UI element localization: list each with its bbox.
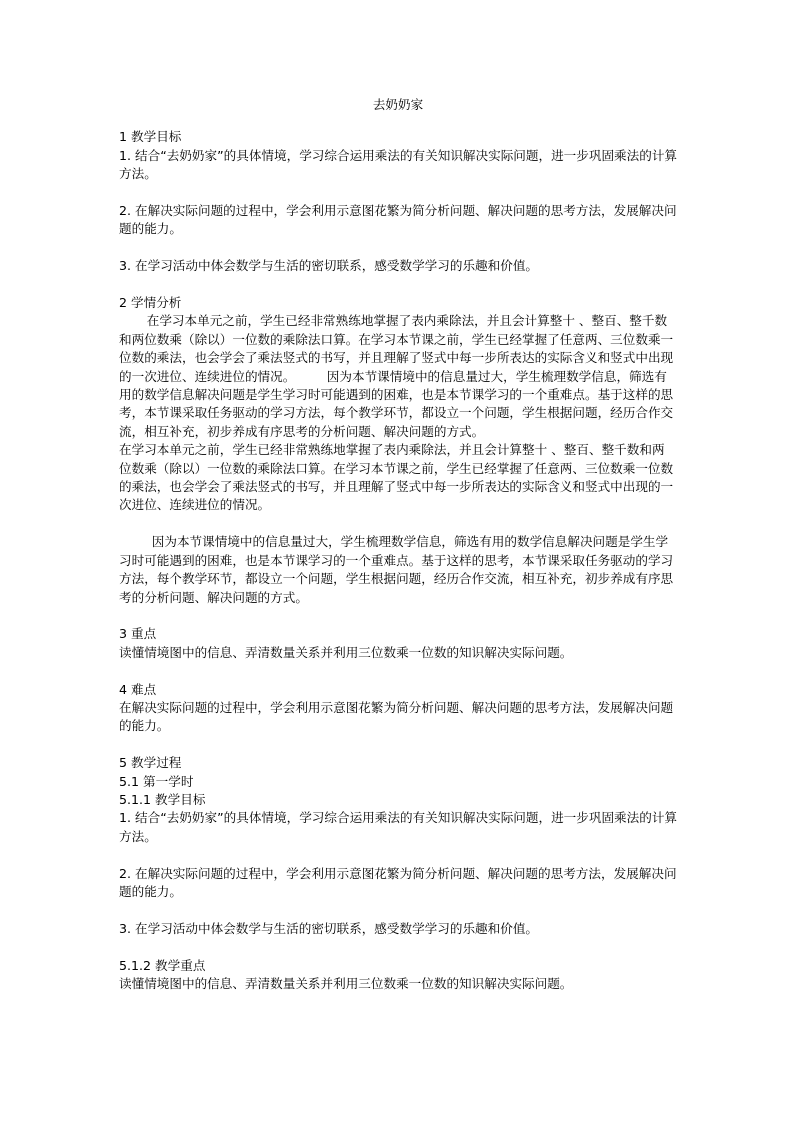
spacer — [119, 515, 677, 533]
spacer — [119, 846, 677, 864]
section-heading-objectives: 1 教学目标 — [119, 129, 182, 145]
key-points-text: 读懂情境图中的信息、弄清数量关系并利用三位数乘一位数的知识解决实际问题。 — [119, 644, 573, 660]
lesson-objective-3: 3. 在学习活动中体会数学与生活的密切联系，感受数学学习的乐趣和价值。 — [119, 920, 539, 936]
spacer — [119, 662, 677, 680]
section-heading-difficulties: 4 难点 — [119, 681, 157, 697]
spacer — [119, 938, 677, 956]
lesson-objective-1: 1. 结合“去奶奶家”的具体情境，学习综合运用乘法的有关知识解决实际问题，进一步巩固乘法的计算方法。 — [119, 810, 678, 844]
section-heading-key-points: 3 重点 — [119, 626, 157, 642]
objective-2: 2. 在解决实际问题的过程中，学会利用示意图花繁为简分析问题、解决问题的思考方法，发展解决问题的能力。 — [119, 203, 677, 237]
analysis-paragraph-2: 在学习本单元之前，学生已经非常熟练地掌握了表内乘除法，并且会计算整十 、整百、整千数和两位数乘（除以）一位数的乘除法口算。在学习本节课之前，学生已经掌握了任意两、三位数乘一位数的乘法，也会学会了乘法竖式的书写，并且理解了竖式中每一步所表达的实际含义和竖式中出现的一次进位、连续进位的情况。 — [119, 442, 674, 513]
objective-3: 3. 在学习活动中体会数学与生活的密切联系，感受数学学习的乐趣和价值。 — [119, 258, 539, 274]
document-title: 去奶奶家 — [372, 97, 424, 112]
spacer — [119, 901, 677, 919]
difficulties-text: 在解决实际问题的过程中，学会利用示意图花繁为简分析问题、解决问题的思考方法，发展解决问题的能力。 — [119, 699, 674, 734]
analysis-paragraph-1: 在学习本单元之前，学生已经非常熟练地掌握了表内乘除法，并且会计算整十 、整百、整千数和两位数乘（除以）一位数的乘除法口算。在学习本节课之前，学生已经掌握了任意两、三位数乘一位数的乘法，也会学会了乘法竖式的书写，并且理解了竖式中每一步所表达的实际含义和竖式中出现的一次进位、连续进位的情况。 因为本节课情境中的信息量过大，学生梳理数学信息，筛选有用的数学信息解决问题是学生学习时可能遇到的困难，也是本节课学习的一个重难点。基于这样的思考，本节课采取任务驱动的学习方法，每个教学环节，都设立一个问题，学生根据问题，经历合作交流，相互补充，初步养成有序思考的分析问题、解决问题的方式。 — [119, 313, 674, 439]
spacer — [119, 276, 677, 294]
lesson-objective-2: 2. 在解决实际问题的过程中，学会利用示意图花繁为简分析问题、解决问题的思考方法，发展解决问题的能力。 — [119, 865, 677, 899]
lesson-key-points-text: 读懂情境图中的信息、弄清数量关系并利用三位数乘一位数的知识解决实际问题。 — [119, 975, 573, 991]
analysis-paragraph-3: 因为本节课情境中的信息量过大，学生梳理数学信息，筛选有用的数学信息解决问题是学生学习时可能遇到的困难，也是本节课学习的一个重难点。基于这样的思考，本节课采取任务驱动的学习方法，每个教学环节，都设立一个问题，学生根据问题，经历合作交流，相互补充，初步养成有序思考的分析问题、解决问题的方式。 — [119, 534, 674, 605]
objective-1: 1. 结合“去奶奶家”的具体情境，学习综合运用乘法的有关知识解决实际问题，进一步巩固乘法的计算方法。 — [119, 147, 678, 182]
subheading-first-lesson: 5.1 第一学时 — [119, 773, 194, 789]
spacer — [119, 239, 677, 257]
section-heading-process: 5 教学过程 — [119, 755, 182, 771]
document-page — [119, 96, 677, 993]
section-heading-analysis: 2 学情分析 — [119, 295, 182, 311]
subheading-lesson-objectives: 5.1.1 教学目标 — [119, 791, 206, 807]
spacer — [119, 184, 677, 202]
spacer — [119, 607, 677, 625]
subheading-lesson-key-points: 5.1.2 教学重点 — [119, 957, 206, 973]
spacer — [119, 736, 677, 754]
